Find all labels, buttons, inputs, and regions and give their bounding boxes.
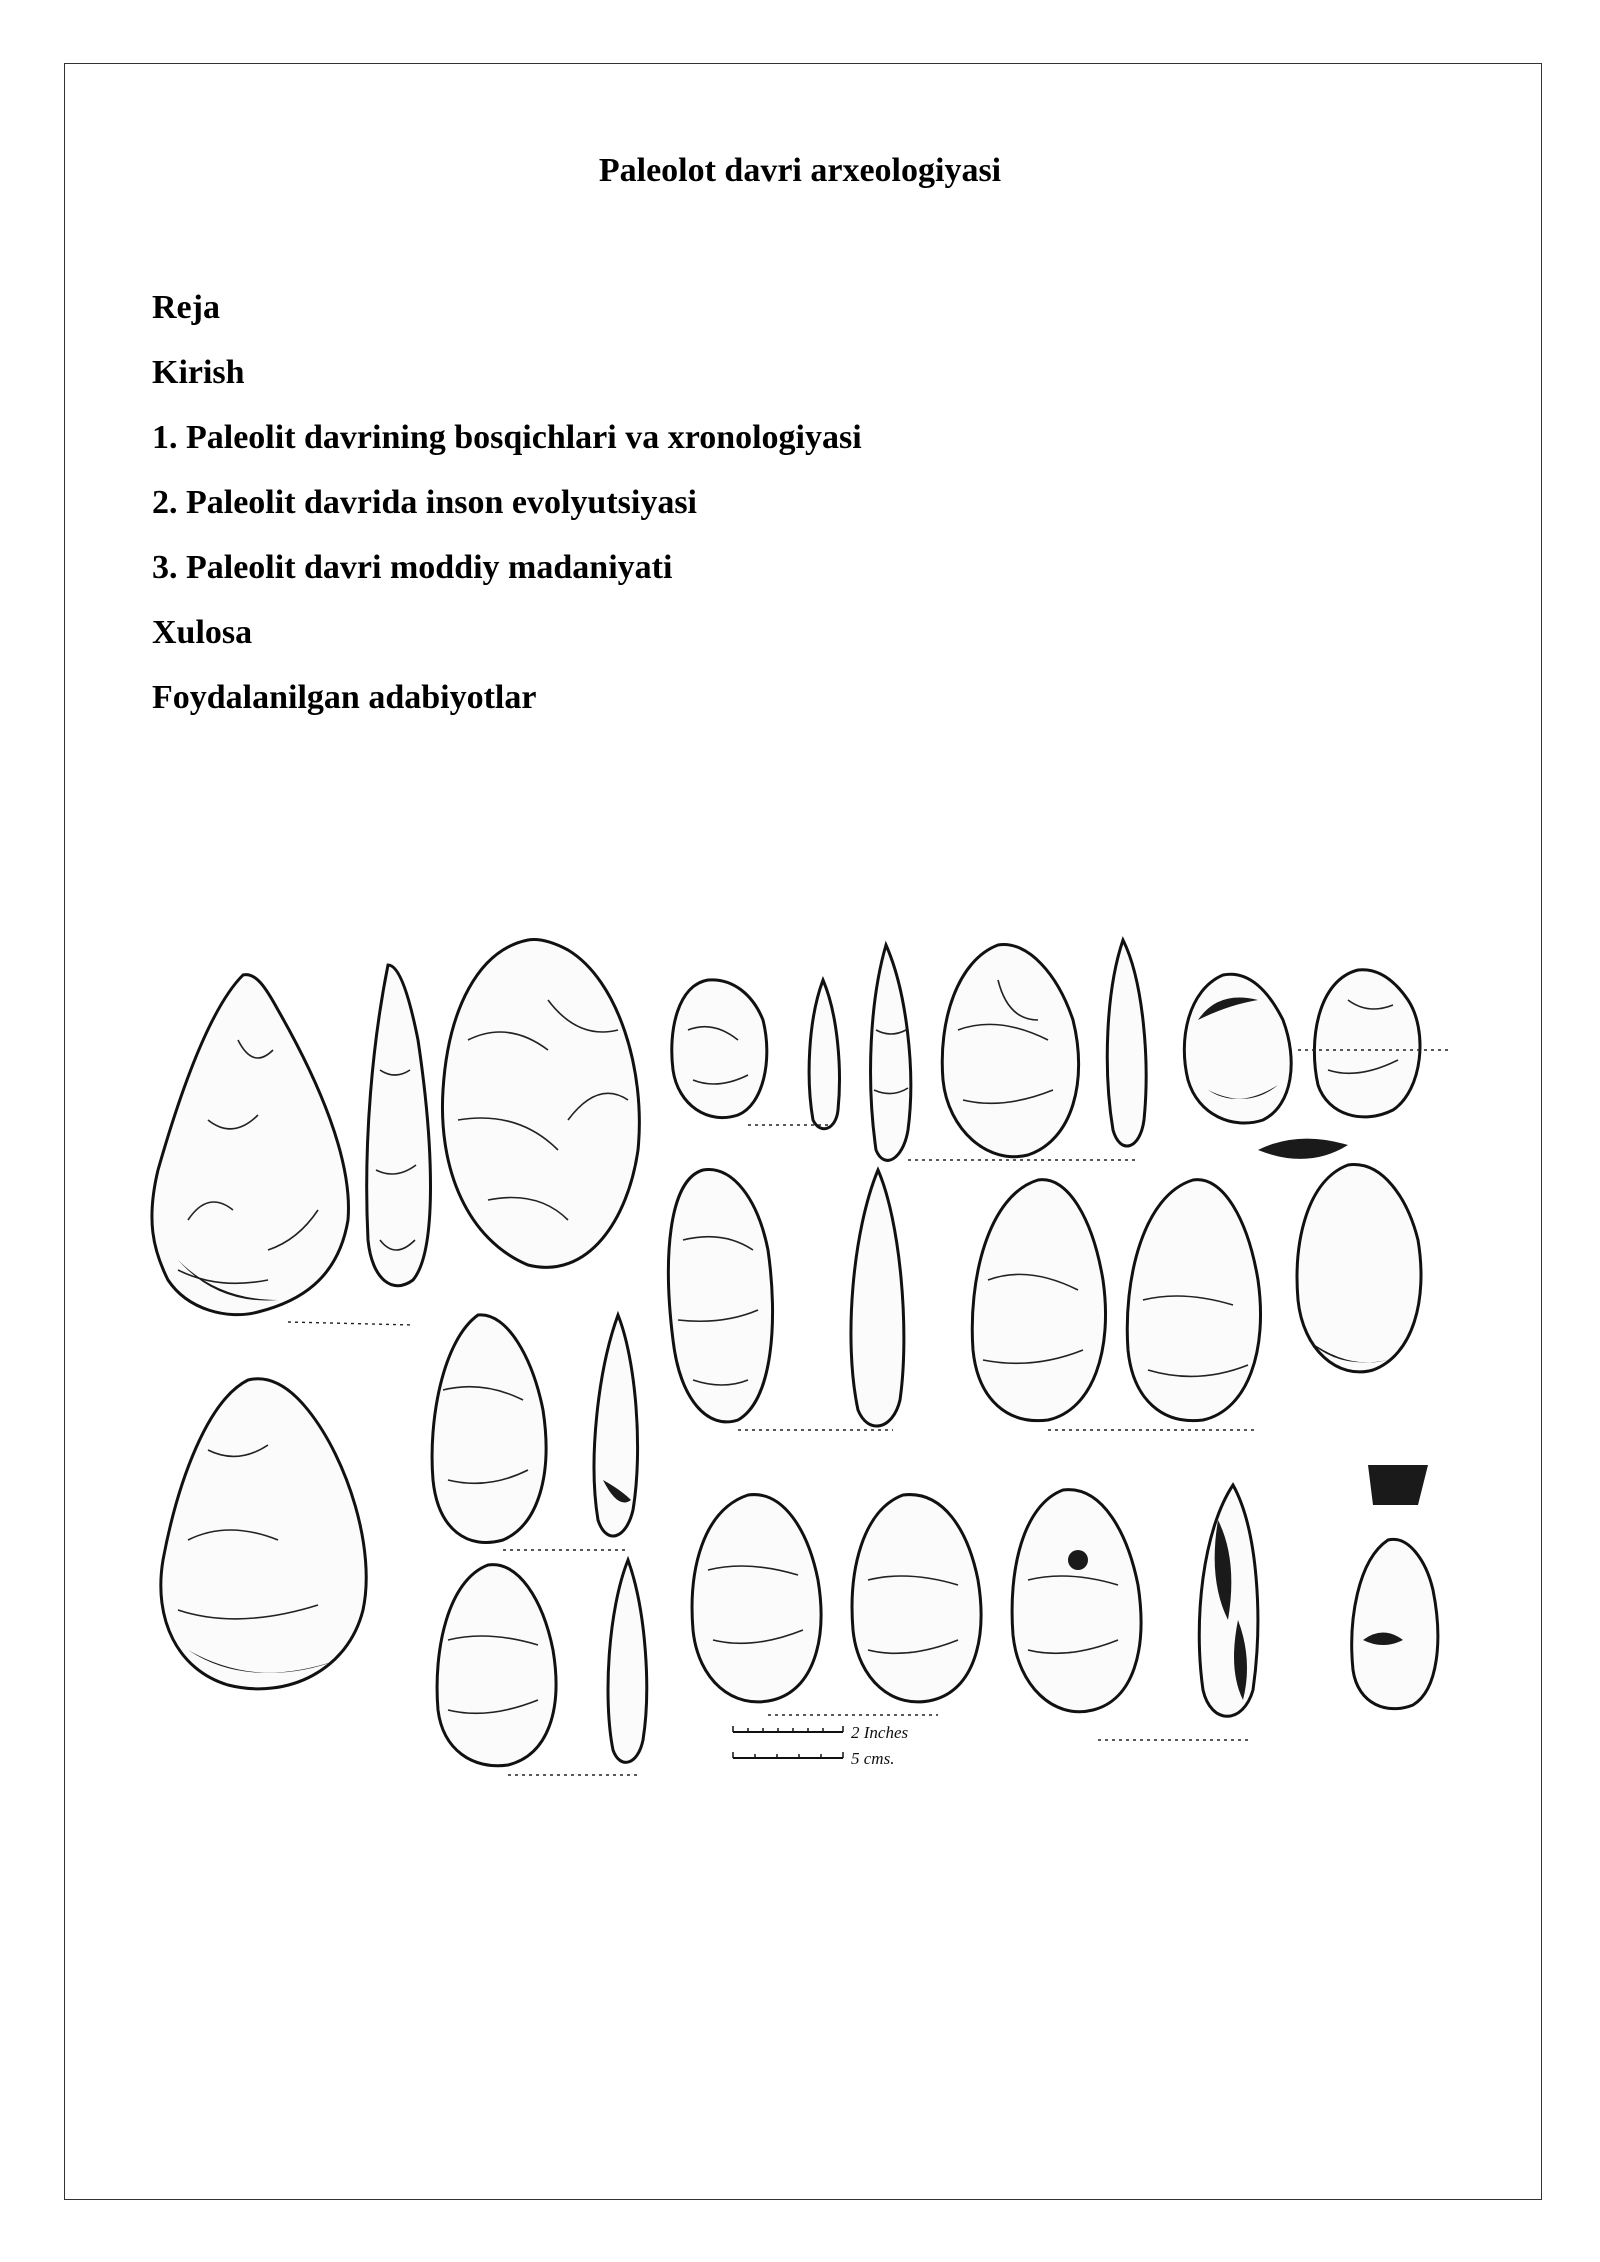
handaxe-drawing [668, 1170, 772, 1422]
handaxe-side-drawing [1199, 1485, 1258, 1716]
toc-item-section-3: 3. Paleolit davri moddiy madaniyati [152, 549, 673, 586]
handaxe-drawing [852, 1495, 981, 1702]
handaxe-drawing [1184, 974, 1291, 1123]
toc-item-kirish: Kirish [152, 354, 245, 391]
scale-bar [733, 1723, 909, 1768]
handaxe-drawing [692, 1495, 821, 1702]
handaxe-side-drawing [871, 945, 911, 1160]
handaxe-drawing [442, 939, 639, 1267]
handaxe-drawing [1297, 1165, 1421, 1372]
toc-item-section-2: 2. Paleolit davrida inson evolyutsiyasi [152, 484, 697, 521]
handaxe-side-drawing [809, 980, 839, 1129]
toc-item-xulosa: Xulosa [152, 614, 253, 651]
handaxe-side-drawing [367, 965, 431, 1286]
handaxe-side-drawing [608, 1560, 647, 1762]
handaxe-drawing [672, 980, 767, 1118]
handaxe-side-drawing [594, 1315, 638, 1536]
cross-section-drawing [1258, 1139, 1348, 1159]
handaxe-drawing [1127, 1180, 1260, 1421]
document-title: Paleolot davri arxeologiyasi [598, 152, 1002, 189]
handaxe-drawing [1352, 1539, 1438, 1708]
toc-item-reja: Reja [152, 289, 220, 326]
scale-label-cms: 5 cms. [851, 1749, 895, 1768]
handaxe-drawing [942, 945, 1078, 1157]
handaxe-drawing [1012, 1490, 1141, 1712]
table-of-contents [152, 282, 862, 737]
toc-item-section-1: 1. Paleolit davrining bosqichlari va xronologiyasi [152, 419, 862, 456]
handaxe-drawing [1314, 970, 1420, 1117]
cross-section-drawing [1368, 1465, 1428, 1505]
handaxe-drawing [152, 975, 349, 1315]
handaxe-drawing [972, 1180, 1105, 1421]
stone-tools-illustration [148, 920, 1478, 1790]
handaxe-side-drawing [851, 1170, 904, 1426]
scale-label-inches: 2 Inches [851, 1723, 909, 1742]
handaxe-drawing [161, 1379, 366, 1689]
handaxe-drawing [437, 1565, 556, 1766]
handaxe-side-drawing [1107, 940, 1146, 1146]
handaxe-drawing [432, 1315, 546, 1543]
toc-item-references: Foydalanilgan adabiyotlar [152, 679, 537, 716]
